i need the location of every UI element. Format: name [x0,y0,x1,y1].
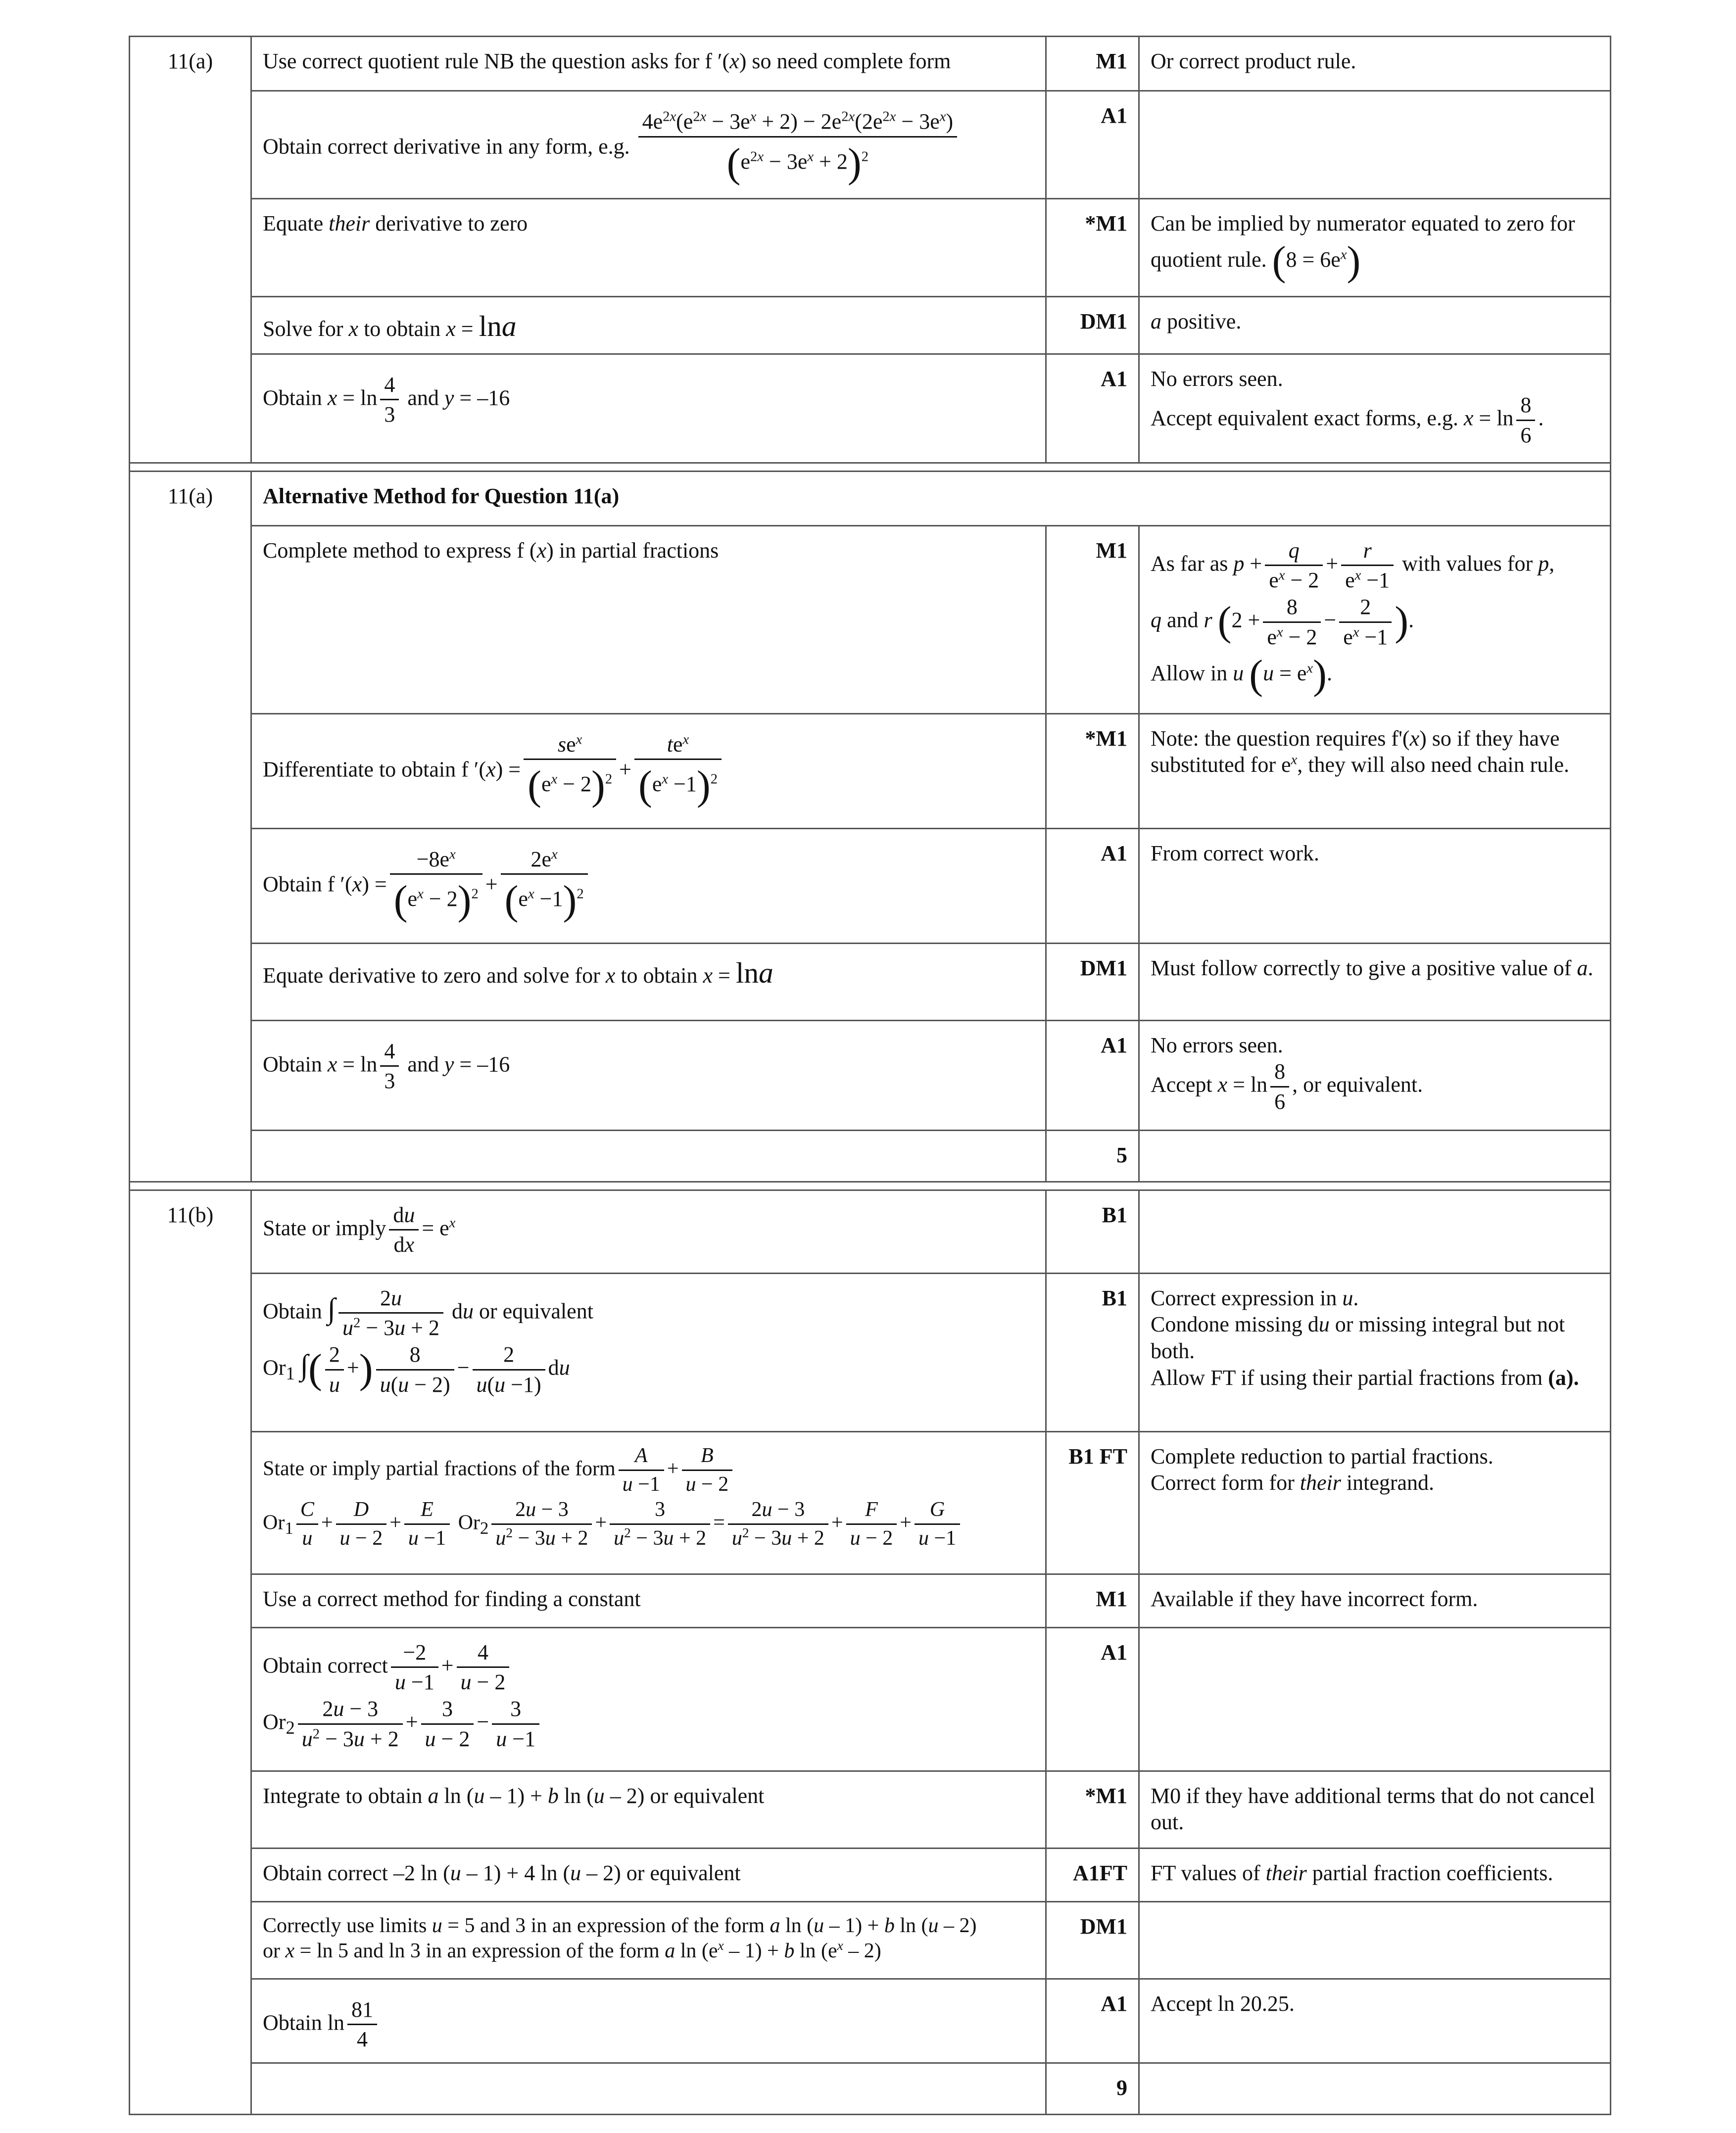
section-heading: Alternative Method for Question 11(a) [251,471,1611,525]
mark-cell: A1FT [1046,1848,1139,1901]
total-mark: 9 [1046,2063,1139,2114]
mark-cell: M1 [1046,37,1139,91]
guidance-cell [1139,91,1611,199]
guidance-cell: M0 if they have additional terms that do not cancel out. [1139,1771,1611,1848]
mark-cell: *M1 [1046,713,1139,828]
guidance-cell: Must follow correctly to give a positive value of a. [1139,943,1611,1020]
table-row [130,297,1611,354]
mark-cell: B1 [1046,1273,1139,1431]
table-row [130,1020,1611,1130]
mark-cell: DM1 [1046,1901,1139,1979]
question-label: 11(a) [130,37,251,91]
table-row [130,37,1611,91]
answer-cell: Obtain ∫ $\frac{2u}{u^2 - 3u + 2}$ du or equivalent $Or_1$ ∫( $\frac{2}{u}$ +) $\frac{8}{u(u - 2)}$ − $\frac{2}{u(u -1)}$ du [251,1273,1046,1431]
table-row [130,1771,1611,1848]
table-row [130,1979,1611,2063]
mark-cell: B1 [1046,1190,1139,1273]
guidance-cell: Or correct product rule. [1139,37,1611,91]
answer-cell: Use correct quotient rule NB the question asks for f ′(x) so need complete form [251,37,1046,91]
table-row [130,1574,1611,1627]
question-label: 11(b) [130,1190,251,1273]
mark-cell: A1 [1046,354,1139,463]
guidance-cell: Note: the question requires f'(x) so if they have substituted for $e^x$, they will also need chain rule. [1139,713,1611,828]
answer-cell: Correctly use limits u = 5 and 3 in an expression of the form a ln (u – 1) + b ln (u – 2) or x = ln 5 and ln 3 in an expression of the form a $\ln (e^x - 1) + b$ $\ln (e^x - 2)$ [251,1901,1046,1979]
guidance-cell [1139,1627,1611,1771]
guidance-cell [1139,1901,1611,1979]
answer-cell: Obtain x = ln $\frac{4}{3}$ and y = –16 [251,354,1046,463]
answer-cell: State or imply $\frac{du}{dx}$ = $e^x$ [251,1190,1046,1273]
guidance-cell: From correct work. [1139,828,1611,943]
mark-cell: A1 [1046,1979,1139,2063]
question-label: 11(a) [130,471,251,525]
guidance-cell: Available if they have incorrect form. [1139,1574,1611,1627]
table-row [130,2063,1611,2114]
mark-cell: A1 [1046,828,1139,943]
guidance-cell: Complete reduction to partial fractions. Correct form for their integrand. [1139,1431,1611,1574]
mark-cell: M1 [1046,525,1139,713]
table-row [130,1848,1611,1901]
answer-cell: Obtain correct $\frac{-2}{u -1}$ + $\frac{4}{u - 2}$ $Or_2$ $\frac{2u - 3}{u^2 - 3u + 2}$ + $\frac{3}{u - 2}$ − $\frac{3}{u -1}$ [251,1627,1046,1771]
answer-cell: Solve for x to obtain x = lna [251,297,1046,354]
guidance-cell: Can be implied by numerator equated to zero for quotient rule. $(8 = 6e^x)$ [1139,198,1611,297]
mark-cell: DM1 [1046,943,1139,1020]
answer-cell: Obtain f ′(x) = $\frac{-8e^x}{(e^x - 2)^2}$ + $\frac{2e^x}{(e^x -1)^2}$ [251,828,1046,943]
table-row [130,354,1611,463]
guidance-cell: FT values of their partial fraction coefficients. [1139,1848,1611,1901]
guidance-cell: Accept ln 20.25. [1139,1979,1611,2063]
answer-cell: Integrate to obtain a ln (u – 1) + b ln (u – 2) or equivalent [251,1771,1046,1848]
answer-cell: Obtain x = ln $\frac{4}{3}$ and y = –16 [251,1020,1046,1130]
guidance-cell: a positive. [1139,297,1611,354]
answer-cell: Equate their derivative to zero [251,198,1046,297]
total-mark: 5 [1046,1130,1139,1182]
answer-cell: Obtain correct –2 ln (u – 1) + 4 ln (u – 2) or equivalent [251,1848,1046,1901]
mark-cell: A1 [1046,1627,1139,1771]
table-row [130,1190,1611,1273]
answer-cell: Differentiate to obtain f ′(x) = $\frac{se^x}{(e^x - 2)^2}$ + $\frac{te^x}{(e^x -1)^2}$ [251,713,1046,828]
derivative-fraction: $\frac{4e^{2x}(e^{2x} - 3e^x + 2) - 2e^{2x}(2e^{2x} - 3e^x)}{(e^{2x} - 3e^x + 2)^2}$ [638,108,957,189]
guidance-cell: Correct expression in u. Condone missing du or missing integral but not both. Allow FT if using their partial fractions from (a). [1139,1273,1611,1431]
table-row [130,525,1611,713]
guidance-cell [1139,1190,1611,1273]
mark-cell: M1 [1046,1574,1139,1627]
table-row [130,943,1611,1020]
mark-scheme-table [129,36,1611,2115]
answer-cell: Use a correct method for finding a constant [251,1574,1046,1627]
table-row [130,1273,1611,1431]
table-row [130,1130,1611,1182]
mark-cell: *M1 [1046,198,1139,297]
answer-cell: Obtain correct derivative in any form, e.g. $\frac{4e^{2x}(e^{2x} - 3e^x + 2) - 2e^{2x}(2e^{2x} - 3e^x)}{(e^{2x} - 3e^x + 2)^2}$ [251,91,1046,199]
mark-cell: DM1 [1046,297,1139,354]
table-row [130,91,1611,199]
guidance-cell: As far as p + $\frac{q}{e^x - 2}$ + $\frac{r}{e^x -1}$ with values for p, q and r (2 + $\frac{8}{e^x - 2}$ − $\frac{2}{e^x -1}$ ). Allow in u $(u = e^x)$. [1139,525,1611,713]
table-row [130,1627,1611,1771]
table-row [130,713,1611,828]
answer-cell: Complete method to express f (x) in partial fractions [251,525,1046,713]
table-row [130,198,1611,297]
guidance-cell: No errors seen. Accept x = ln $\frac{8}{6}$ , or equivalent. [1139,1020,1611,1130]
guidance-cell: No errors seen. Accept equivalent exact forms, e.g. x = ln $\frac{8}{6}$ . [1139,354,1611,463]
mark-cell: *M1 [1046,1771,1139,1848]
answer-cell: Obtain ln $\frac{81}{4}$ [251,1979,1046,2063]
mark-scheme-sheet [129,36,1610,2115]
table-row [130,828,1611,943]
mark-cell: A1 [1046,91,1139,199]
mark-cell: A1 [1046,1020,1139,1130]
table-row [130,1431,1611,1574]
table-row [130,471,1611,525]
answer-cell: Equate derivative to zero and solve for x to obtain x = lna [251,943,1046,1020]
mark-cell: B1 FT [1046,1431,1139,1574]
answer-cell: State or imply partial fractions of the form $\frac{A}{u -1}$ + $\frac{B}{u - 2}$ $Or_1$ $\frac{C}{u}$ + $\frac{D}{u - 2}$ + $\frac{E}{u -1}$ $Or_2$ $\frac{2u - 3}{u^2 - 3u + 2}$ + $\frac{3}{u^2 - 3u + 2}$ = $\frac{2u - 3}{u^2 - 3u + 2}$ + $\frac{F}{u - 2}$ + $\frac{G}{u -1}$ [251,1431,1046,1574]
table-row [130,1901,1611,1979]
